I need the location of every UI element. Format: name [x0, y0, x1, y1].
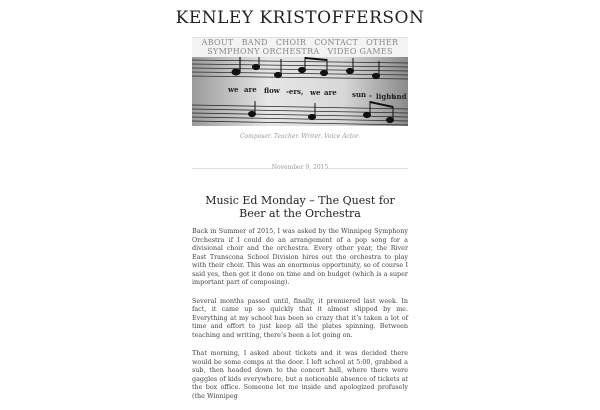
lyric-8: light: [376, 92, 395, 101]
post-paragraph-1: Back in Summer of 2015, I was asked by the Winnipeg Symphony Orchestra if I could do an arrangement of a pop song for a divisional choir and the orchestra. Every other year, the River East Transcona School Division hires out the orchestra to play with their choir. This was an enormous opportunity, so of course I said yes, then got it done on time and on budget (which is a super important part of composing).: [192, 227, 408, 286]
site-title[interactable]: KENLEY KRISTOFFERSON: [175, 8, 425, 28]
lyric-7: -: [369, 91, 372, 100]
nav-row-1: [192, 38, 408, 47]
nav-item-video-games[interactable]: VIDEO GAMES: [327, 47, 393, 56]
lyric-6: sun: [352, 90, 367, 99]
lyric-3: -ers,: [286, 87, 304, 96]
main-nav: [192, 37, 408, 58]
sheet-music-image: [192, 57, 408, 126]
nav-item-other[interactable]: OTHER: [366, 38, 399, 47]
lyric-4: we: [310, 88, 321, 97]
post-title[interactable]: Music Ed Monday – The Quest for Beer at the Orchestra: [205, 194, 395, 220]
nav-item-band[interactable]: BAND: [241, 38, 268, 47]
nav-item-about[interactable]: ABOUT: [201, 38, 234, 47]
lyric-5: are: [324, 88, 337, 97]
site-tagline: Composer. Teacher. Writer. Voice Actor.: [239, 133, 361, 140]
lyric-9: and: [392, 92, 407, 101]
lyric-0: we: [228, 85, 239, 94]
post-paragraph-3: That morning, I asked about tickets and it was decided there would be some comps at the door. I left school at 5:00, grabbed a sub, then headed down to the concert hall, where there were gaggles of kids everywhere, but a noticeable absence of tickets at the box office. Someone let me inside and apologized profusely (the Winnipeg: [192, 349, 408, 400]
lyric-2: flow: [264, 86, 280, 95]
date-divider-right: [328, 168, 408, 169]
header-image: [192, 57, 408, 126]
post-body: [192, 227, 408, 410]
nav-item-contact[interactable]: CONTACT: [314, 38, 359, 47]
post-date[interactable]: November 9, 2015: [271, 164, 329, 171]
nav-item-choir[interactable]: CHOIR: [275, 38, 307, 47]
post-paragraph-2: Several months passed until, finally, it premiered last week. In fact, it came up so quickly that it almost slipped by me. Everything at my school has been so crazy that it’s taken a lot of time and effort to just keep all the plates spinning. Between teaching and writing, there’s been a lot going on.: [192, 296, 408, 339]
nav-item-symphony-orchestra[interactable]: SYMPHONY ORCHESTRA: [207, 47, 320, 56]
lyric-1: are: [244, 85, 257, 94]
nav-row-2: [192, 47, 408, 56]
